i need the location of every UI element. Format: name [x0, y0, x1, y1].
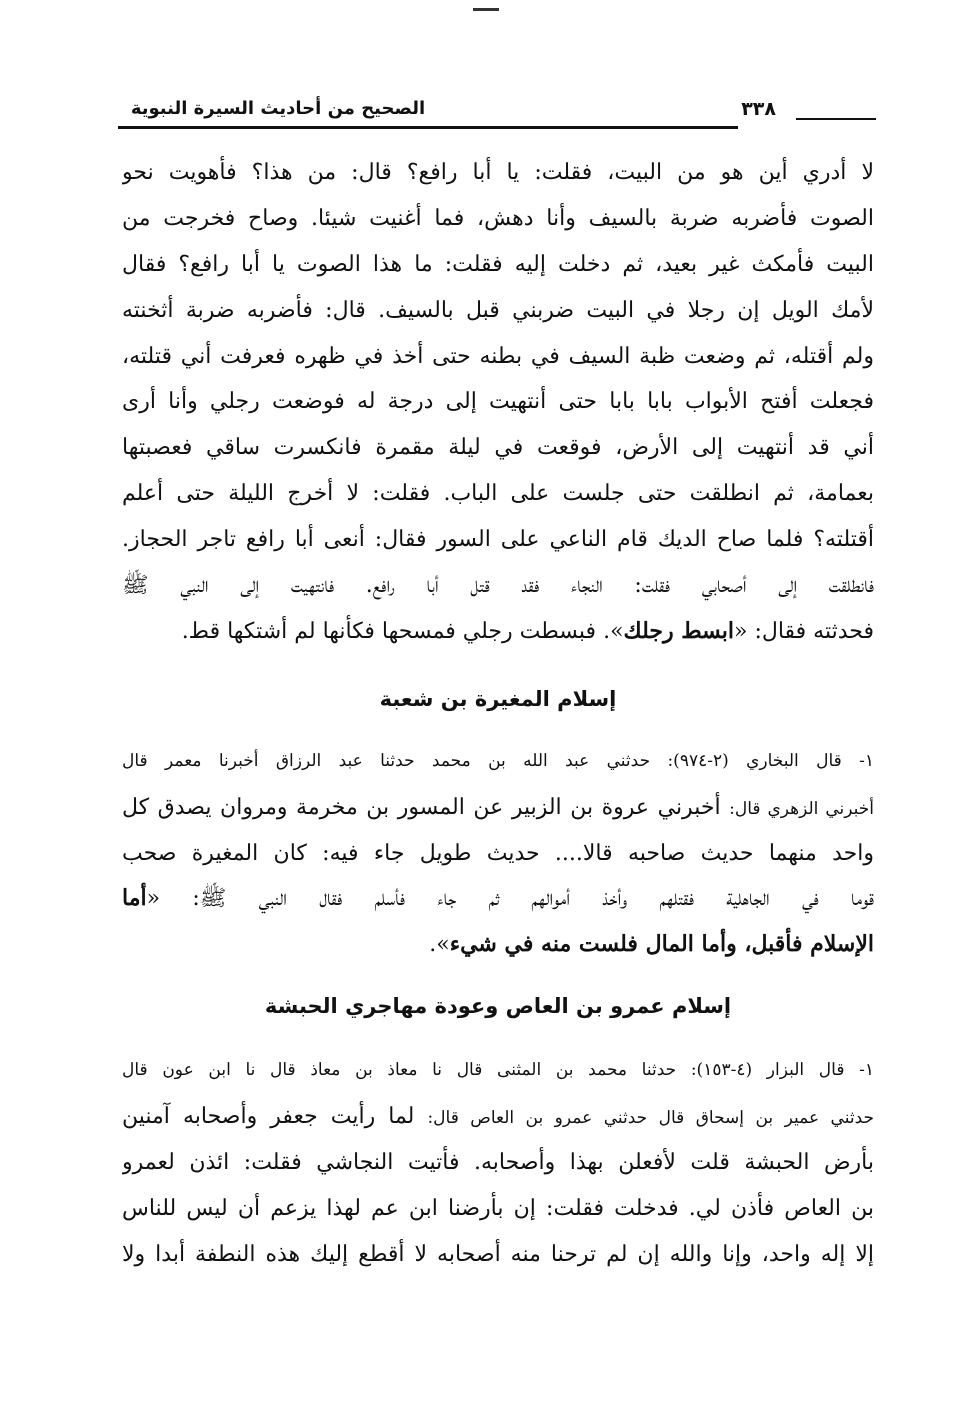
text-line: لأمك الويل إن رجلا في البيت ضربني قبل بالسيف. قال: فأضربه ضربة أثخنته — [122, 297, 874, 323]
section-heading: إسلام عمرو بن العاص وعودة مهاجري الحبشة — [264, 994, 732, 1019]
text-line — [122, 876, 874, 922]
paragraph — [122, 150, 874, 655]
text-line: أني قد أنتهيت إلى الأرض، فوقعت في ليلة مقمرة فانكسرت ساقي فعصبتها — [122, 435, 874, 461]
isnad-line: ١- قال البخاري (٢-٩٧٤): حدثني عبد الله بن محمد حدثنا عبد الرزاق أخبرنا معمر قال — [122, 750, 874, 771]
text-fragment: لما رأيت جعفر وأصحابه آمنين — [122, 1104, 415, 1130]
text-line — [122, 609, 874, 655]
text-line: واحد منهما حديث صاحبه قالا.... حديث طويل جاء فيه: كان المغيرة صحب — [122, 840, 874, 866]
text-line: أقتلته؟ فلما صاح الديك قام الناعي على السور فقال: أنعى أبا رافع تاجر الحجاز. — [122, 527, 874, 553]
text-fragment: ». — [429, 932, 450, 958]
text-line: لا أدري أين هو من البيت، فقلت: يا أبا رافع؟ قال: من هذا؟ فأهويت نحو — [122, 160, 874, 185]
text-line: فجعلت أفتح الأبواب بابا بابا حتى أنتهيت إلى درجة له فوضعت رجلي وأنا أرى — [122, 389, 874, 415]
text-line: ولم أقتله، ثم وضعت ظبة السيف في بطنه حتى أخذ في ظهره فعرفت أني قتلته، — [122, 343, 874, 369]
text-line — [122, 922, 874, 968]
text-fragment: حدثني عمير بن إسحاق قال حدثني عمرو بن العاص قال: — [427, 1108, 874, 1129]
page-number: ٣٣٨ — [741, 98, 776, 120]
top-mark — [473, 8, 499, 11]
running-title: الصحيح من أحاديث السيرة النبوية — [130, 98, 426, 119]
text-fragment: قوما في الجاهلية فقتلهم وأخذ أموالهم ثم جاء فأسلم فقال النبي ﷺ: « — [146, 886, 874, 912]
header-rule — [118, 126, 738, 129]
text-line — [122, 785, 874, 831]
page-body — [122, 150, 874, 1278]
text-fragment: ». فبسطت رجلي فمسحها فكأنها لم أشتكها قط. — [181, 618, 624, 644]
text-line: البيت فأمكث غير بعيد، ثم دخلت إليه فقلت: ما هذا الصوت يا أبا رافع؟ فقال — [122, 251, 874, 277]
header-rule-short — [796, 118, 876, 120]
section-heading: إسلام المغيرة بن شعبة — [379, 686, 617, 711]
text-line: إلا إله واحد، وإنا والله إن لم ترحنا منه أصحابه لا أقطع إليك هذه النطفة أبدا ولا — [122, 1241, 874, 1267]
text-fragment: أخبرني الزهري قال: — [729, 798, 874, 819]
text-line: الصوت فأضربه ضربة بالسيف وأنا دهش، فما أغنيت شيئا. وصاح فخرجت من — [122, 205, 874, 231]
text-line: بن العاص فأذن لي. فدخلت فقلت: إن بأرضنا ابن عم لهذا يزعم أن ليس للناس — [122, 1195, 874, 1221]
bold-quote: ابسط رجلك — [623, 617, 734, 644]
text-line: بأرض الحبشة قلت لأفعلن بهذا وأصحابه. فأتيت النجاشي فقلت: ائذن لعمرو — [122, 1150, 874, 1176]
text-line: فانطلقت إلى أصحابي فقلت: النجاء فقد قتل أبا رافع. فانتهيت إلى النبي ﷺ — [122, 573, 874, 599]
text-line — [122, 1094, 874, 1140]
hadith-block — [122, 1048, 874, 1277]
bold-quote: الإسلام فأقبل، وأما المال فلست منه في شيء — [449, 931, 874, 958]
text-fragment: أخبرني عروة بن الزبير عن المسور بن مخرمة ومروان يصدق كل — [122, 794, 721, 820]
page-header — [118, 98, 876, 130]
hadith-block — [122, 739, 874, 968]
text-line: بعمامة، ثم انطلقت حتى جلست على الباب. فقلت: لا أخرج الليلة حتى أعلم — [122, 481, 874, 507]
bold-quote: أما — [122, 885, 147, 912]
isnad-line: ١- قال البزار (٤-١٥٣): حدثنا محمد بن المثنى قال نا معاذ بن معاذ قال نا ابن عون قال — [122, 1060, 874, 1081]
text-fragment: فحدثته فقال: « — [733, 618, 874, 644]
